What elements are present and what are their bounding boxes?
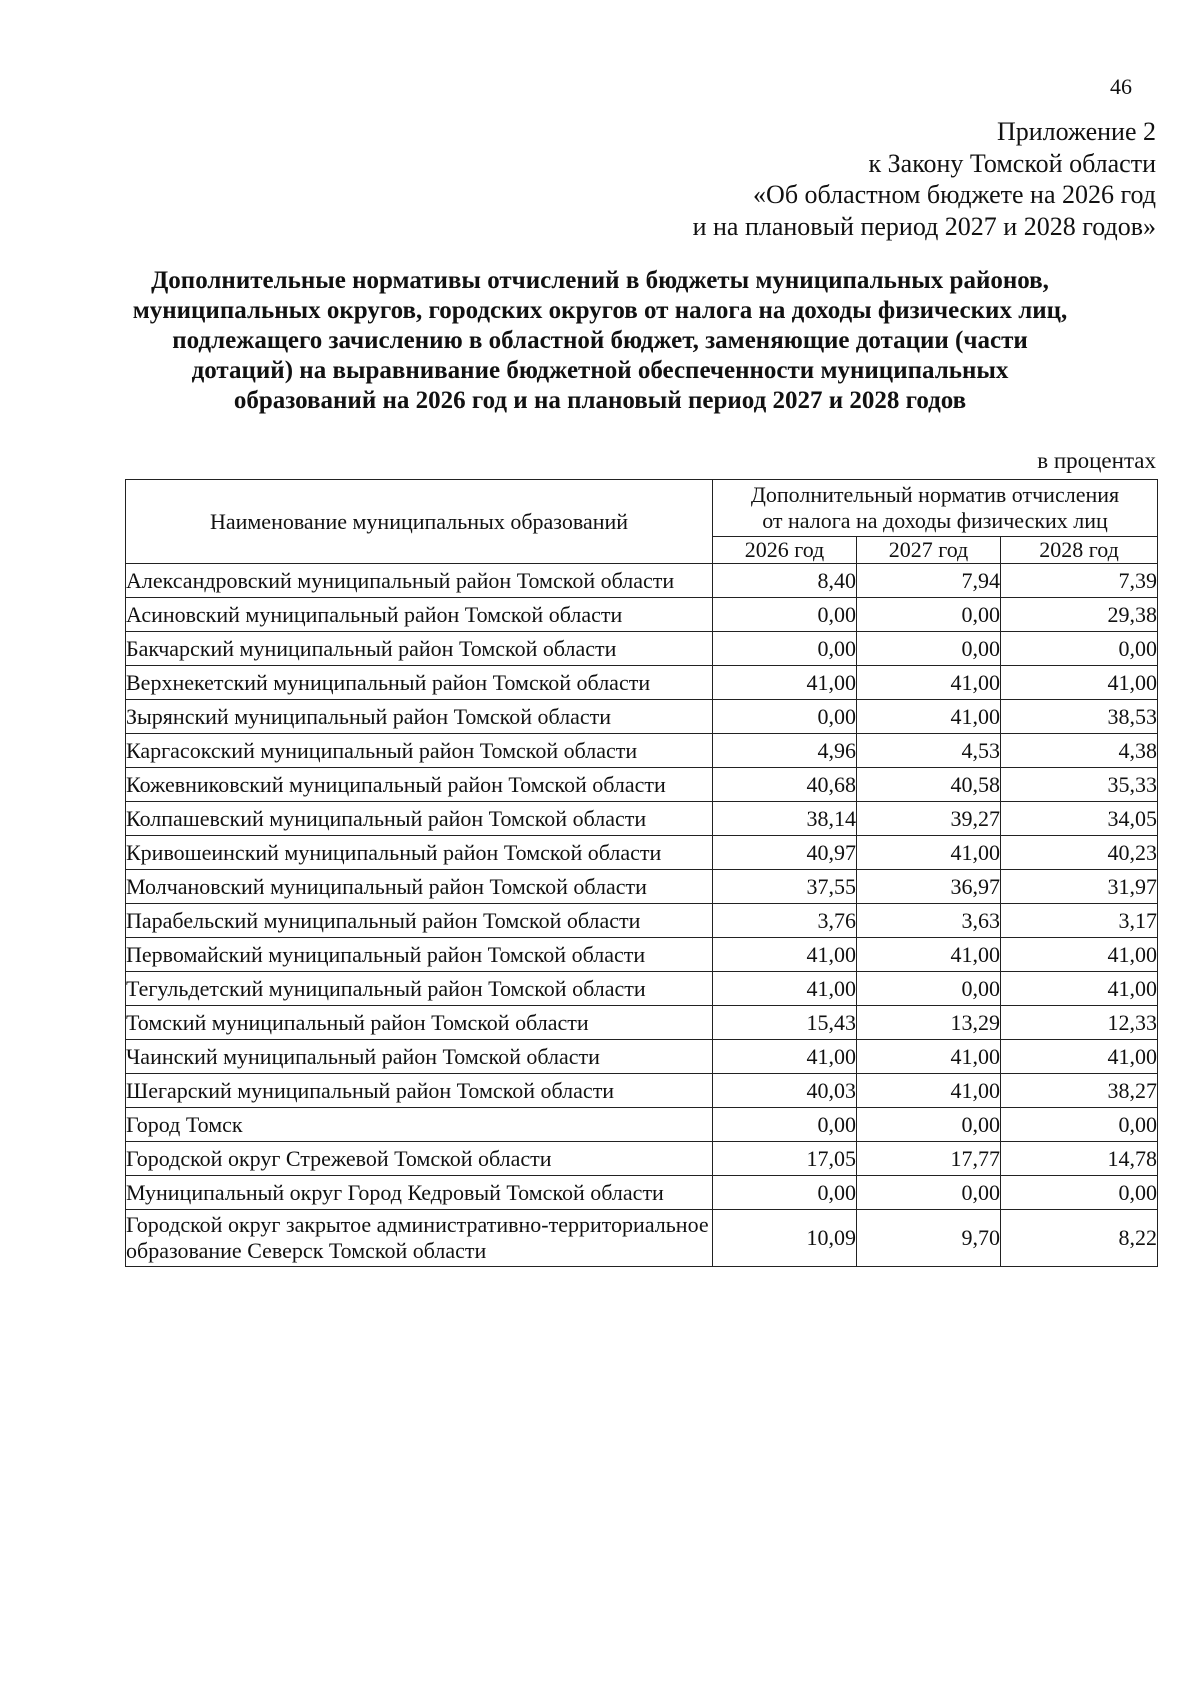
value-2027: 7,94: [857, 564, 1001, 598]
value-2026: 0,00: [713, 1108, 857, 1142]
value-2026: 40,03: [713, 1074, 857, 1108]
municipality-name: Первомайский муниципальный район Томской области: [126, 938, 713, 972]
municipality-name: Молчановский муниципальный район Томской области: [126, 870, 713, 904]
value-2028: 29,38: [1001, 598, 1158, 632]
table-row: [126, 768, 1158, 802]
value-2027: 4,53: [857, 734, 1001, 768]
value-2028: 3,17: [1001, 904, 1158, 938]
value-2027: 41,00: [857, 666, 1001, 700]
header-name: Наименование муниципальных образований: [126, 480, 713, 564]
document-title: [130, 266, 1070, 416]
title-line: дотаций) на выравнивание бюджетной обеспеченности муниципальных: [191, 357, 1009, 384]
value-2028: 0,00: [1001, 632, 1158, 666]
title-line: подлежащего зачислению в областной бюджет, заменяющие дотации (части: [172, 327, 1028, 354]
table-row: [126, 836, 1158, 870]
value-2026: 0,00: [713, 700, 857, 734]
value-2027: 41,00: [857, 938, 1001, 972]
value-2028: 0,00: [1001, 1108, 1158, 1142]
header-year-2026: 2026 год: [713, 537, 857, 564]
municipality-name: Каргасокский муниципальный район Томской области: [126, 734, 713, 768]
value-2028: 35,33: [1001, 768, 1158, 802]
value-2028: 12,33: [1001, 1006, 1158, 1040]
value-2026: 41,00: [713, 972, 857, 1006]
header-group-line: от налога на доходы физических лиц: [762, 508, 1108, 533]
value-2028: 14,78: [1001, 1142, 1158, 1176]
municipality-name: Верхнекетский муниципальный район Томской области: [126, 666, 713, 700]
units-label: в процентах: [1037, 448, 1156, 473]
norms-table: [125, 479, 1158, 1267]
municipality-name: Асиновский муниципальный район Томской области: [126, 598, 713, 632]
value-2027: 40,58: [857, 768, 1001, 802]
value-2026: 37,55: [713, 870, 857, 904]
appendix-header: [456, 116, 1156, 242]
value-2028: 0,00: [1001, 1176, 1158, 1210]
table-row: [126, 1142, 1158, 1176]
value-2027: 39,27: [857, 802, 1001, 836]
value-2026: 40,97: [713, 836, 857, 870]
value-2026: 40,68: [713, 768, 857, 802]
value-2027: 0,00: [857, 598, 1001, 632]
value-2026: 41,00: [713, 938, 857, 972]
appendix-line: «Об областном бюджете на 2026 год: [753, 180, 1156, 209]
value-2027: 41,00: [857, 1074, 1001, 1108]
title-line: образований на 2026 год и на плановый период 2027 и 2028 годов: [233, 387, 967, 414]
value-2028: 38,27: [1001, 1074, 1158, 1108]
table-row: [126, 1108, 1158, 1142]
municipality-name: Шегарский муниципальный район Томской области: [126, 1074, 713, 1108]
table-row: [126, 904, 1158, 938]
municipality-name: Городской округ Стрежевой Томской области: [126, 1142, 713, 1176]
municipality-name: Кривошеинский муниципальный район Томской области: [126, 836, 713, 870]
value-2028: 7,39: [1001, 564, 1158, 598]
value-2028: 38,53: [1001, 700, 1158, 734]
municipality-name: Зырянский муниципальный район Томской области: [126, 700, 713, 734]
value-2028: 41,00: [1001, 666, 1158, 700]
municipality-name: Чаинский муниципальный район Томской области: [126, 1040, 713, 1074]
table-row: [126, 632, 1158, 666]
value-2027: 17,77: [857, 1142, 1001, 1176]
value-2026: 17,05: [713, 1142, 857, 1176]
table-row: [126, 870, 1158, 904]
title-line: Дополнительные нормативы отчислений в бюджеты муниципальных районов,: [151, 267, 1049, 294]
table-row: [126, 598, 1158, 632]
table-row: [126, 666, 1158, 700]
value-2026: 10,09: [713, 1210, 857, 1267]
header-norm-group: [713, 480, 1158, 537]
title-line: муниципальных округов, городских округов от налога на доходы физических лиц,: [132, 297, 1068, 324]
appendix-line: к Закону Томской области: [868, 148, 1156, 178]
table-row: [126, 1176, 1158, 1210]
value-2027: 3,63: [857, 904, 1001, 938]
table-row: [126, 700, 1158, 734]
table-row: [126, 802, 1158, 836]
table-row: [126, 972, 1158, 1006]
value-2027: 41,00: [857, 1040, 1001, 1074]
municipality-name: Колпашевский муниципальный район Томской области: [126, 802, 713, 836]
appendix-line: Приложение 2: [996, 117, 1156, 146]
value-2027: 0,00: [857, 1176, 1001, 1210]
value-2026: 15,43: [713, 1006, 857, 1040]
value-2026: 41,00: [713, 1040, 857, 1074]
header-group-line: Дополнительный норматив отчисления: [750, 482, 1120, 507]
header-year-2028: 2028 год: [1001, 537, 1158, 564]
municipality-name: Александровский муниципальный район Томской области: [126, 564, 713, 598]
table-row: [126, 1074, 1158, 1108]
municipality-name: Муниципальный округ Город Кедровый Томской области: [126, 1176, 713, 1210]
value-2028: 40,23: [1001, 836, 1158, 870]
value-2028: 8,22: [1001, 1210, 1158, 1267]
value-2026: 3,76: [713, 904, 857, 938]
value-2026: 0,00: [713, 598, 857, 632]
table-row: [126, 564, 1158, 598]
municipality-name: Тегульдетский муниципальный район Томской области: [126, 972, 713, 1006]
table-row: [126, 1040, 1158, 1074]
municipality-name: Бакчарский муниципальный район Томской области: [126, 632, 713, 666]
page-number: 46: [1110, 74, 1132, 99]
value-2026: 4,96: [713, 734, 857, 768]
municipality-name: Город Томск: [126, 1108, 713, 1142]
municipality-name: Томский муниципальный район Томской области: [126, 1006, 713, 1040]
value-2026: 8,40: [713, 564, 857, 598]
table-row: [126, 734, 1158, 768]
table-row: [126, 938, 1158, 972]
table-header: [126, 480, 1158, 564]
value-2027: 13,29: [857, 1006, 1001, 1040]
value-2028: 41,00: [1001, 938, 1158, 972]
value-2026: 38,14: [713, 802, 857, 836]
municipality-name: Городской округ закрытое административно-территориальное образование Северск Томской области: [126, 1210, 713, 1267]
value-2027: 0,00: [857, 1108, 1001, 1142]
value-2026: 0,00: [713, 632, 857, 666]
value-2027: 9,70: [857, 1210, 1001, 1267]
value-2027: 41,00: [857, 836, 1001, 870]
value-2028: 34,05: [1001, 802, 1158, 836]
table-body: [126, 564, 1158, 1267]
value-2028: 31,97: [1001, 870, 1158, 904]
municipality-name: Парабельский муниципальный район Томской области: [126, 904, 713, 938]
value-2026: 41,00: [713, 666, 857, 700]
appendix-line: и на плановый период 2027 и 2028 годов»: [692, 211, 1156, 241]
value-2026: 0,00: [713, 1176, 857, 1210]
value-2027: 0,00: [857, 632, 1001, 666]
value-2027: 0,00: [857, 972, 1001, 1006]
table-row: [126, 1210, 1158, 1267]
header-year-2027: 2027 год: [857, 537, 1001, 564]
value-2028: 4,38: [1001, 734, 1158, 768]
value-2027: 36,97: [857, 870, 1001, 904]
value-2028: 41,00: [1001, 1040, 1158, 1074]
municipality-name: Кожевниковский муниципальный район Томской области: [126, 768, 713, 802]
table-row: [126, 1006, 1158, 1040]
value-2028: 41,00: [1001, 972, 1158, 1006]
value-2027: 41,00: [857, 700, 1001, 734]
